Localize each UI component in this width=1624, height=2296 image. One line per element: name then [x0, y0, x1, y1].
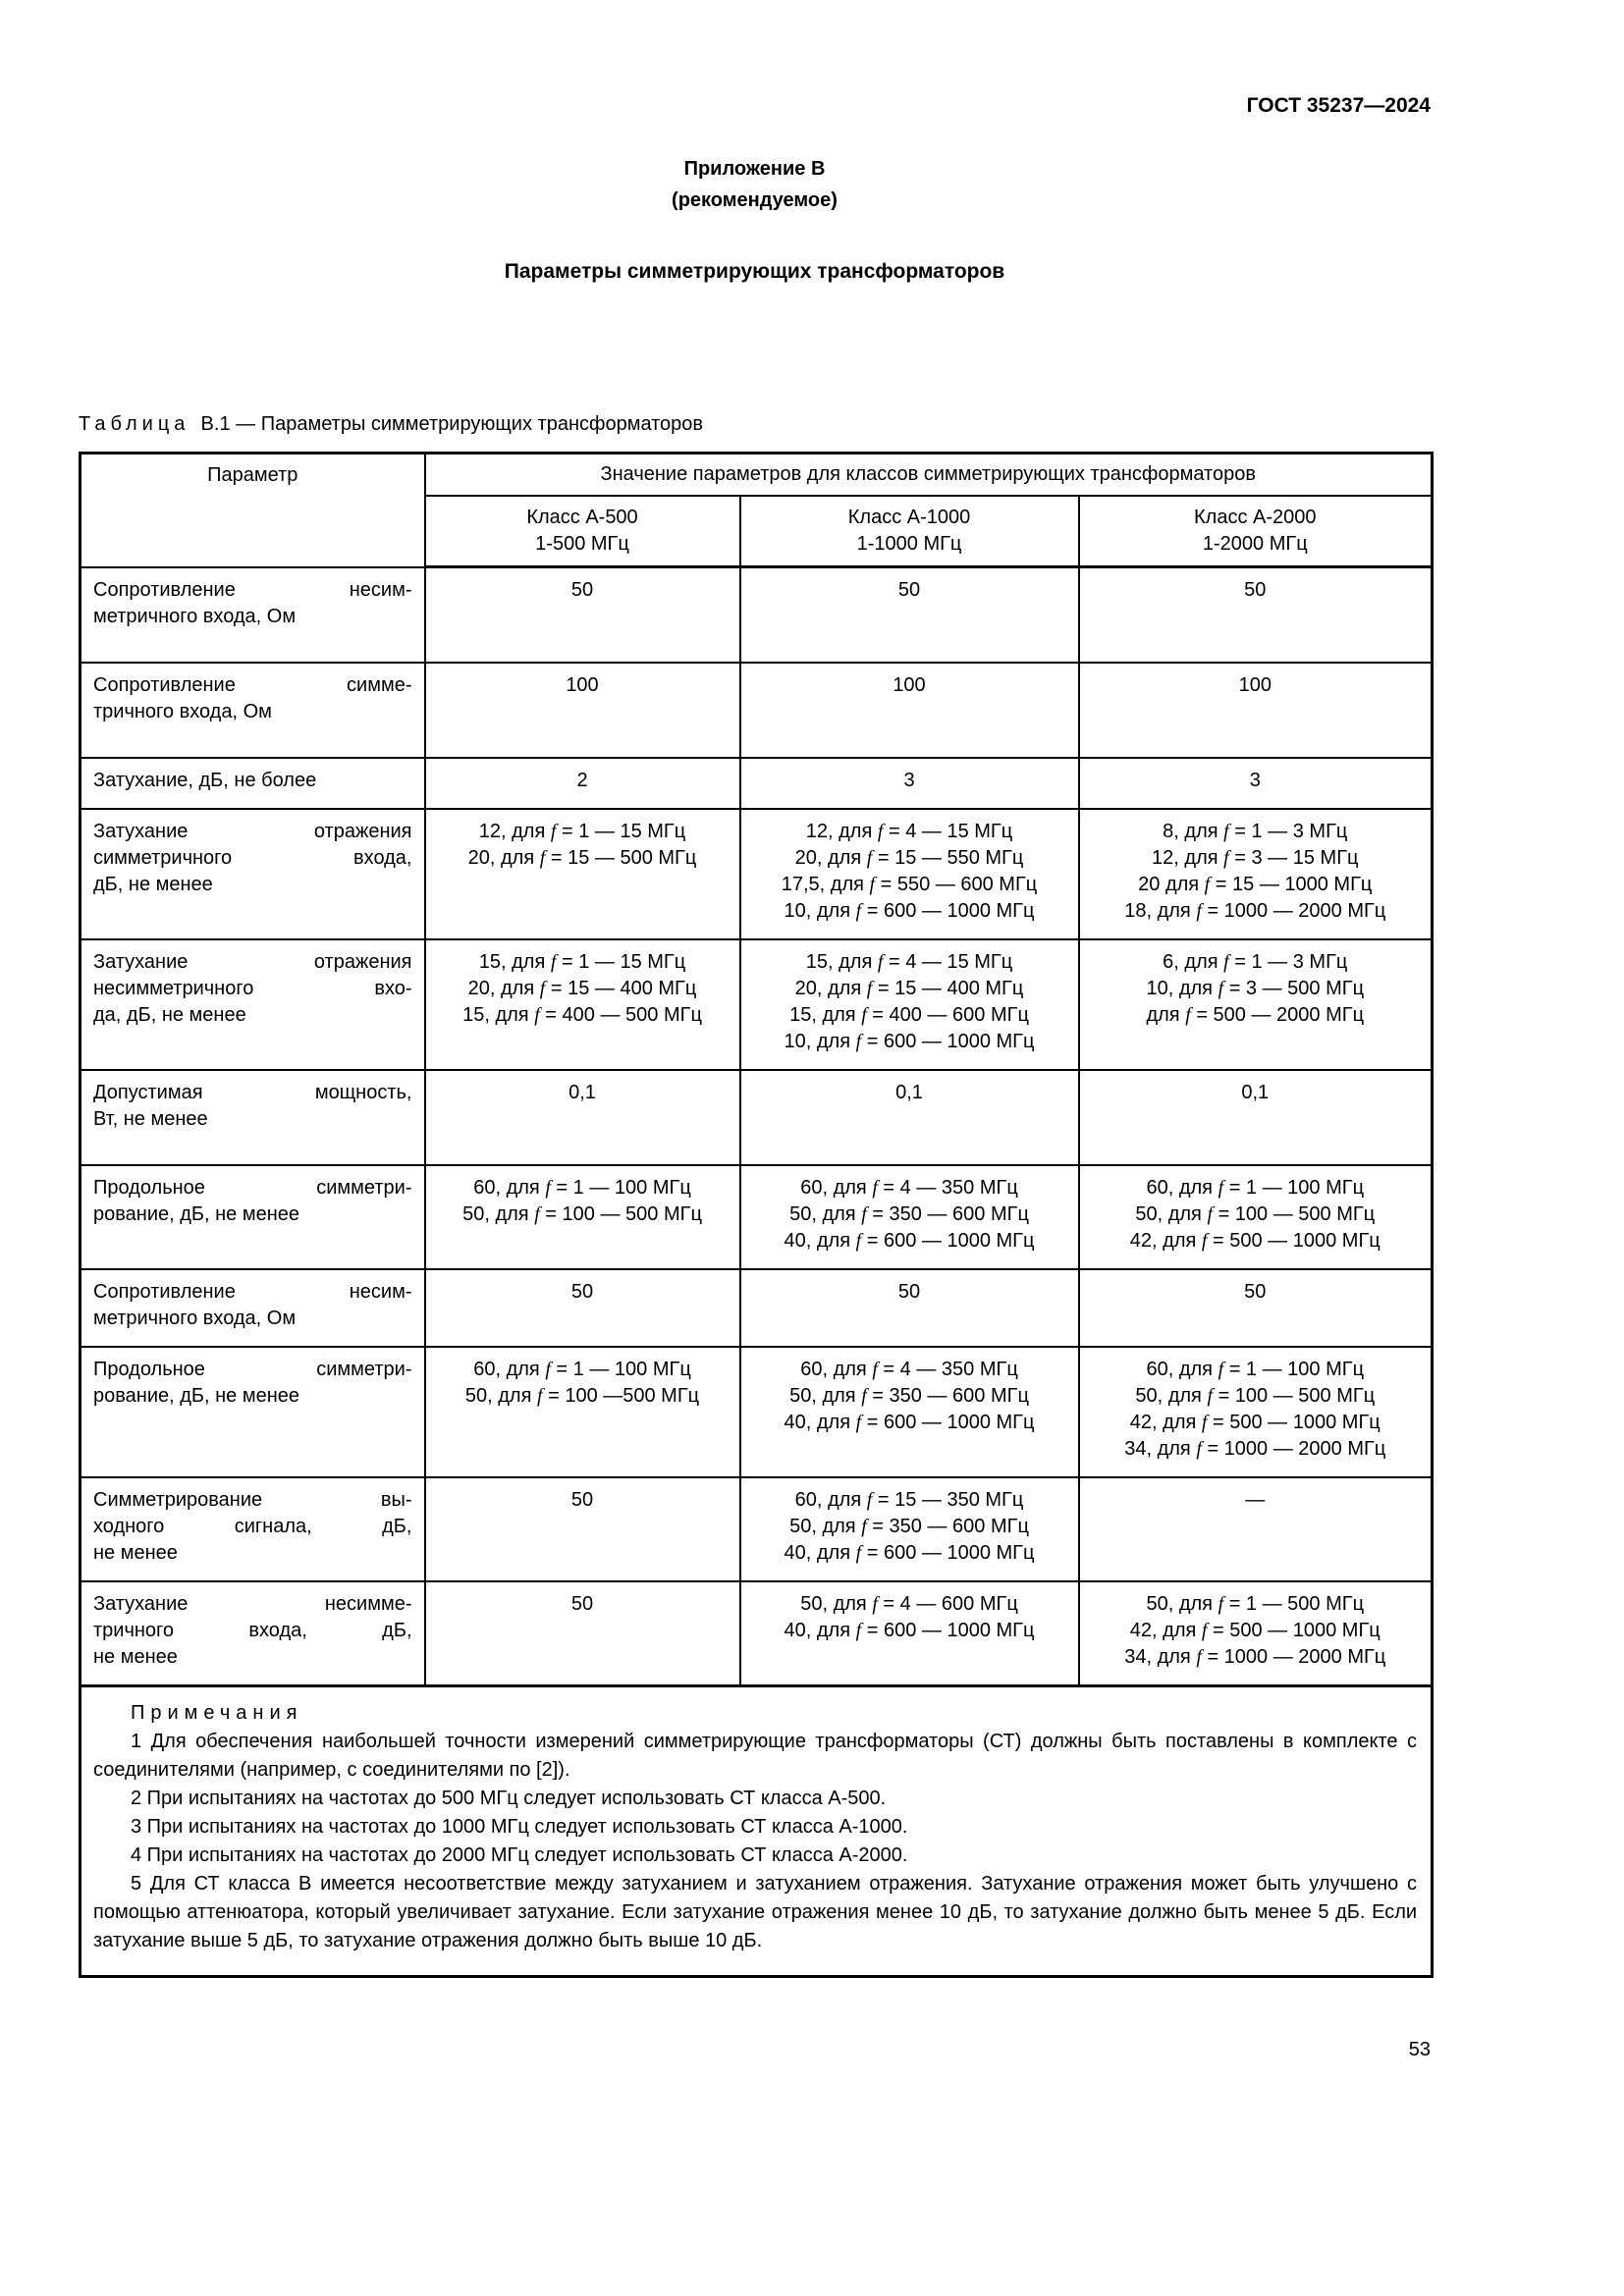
value-line: 50, для f = 350 — 600 МГц	[789, 1384, 1029, 1407]
param-line: симметричного входа,	[93, 846, 412, 869]
value-cell	[1079, 1269, 1433, 1347]
table-caption-label: Таблица	[79, 413, 190, 435]
param-cell	[81, 1581, 425, 1686]
param-line: Симметрирование вы-	[93, 1488, 412, 1511]
param-cell	[81, 663, 425, 758]
param-line: Продольное симметри-	[93, 1176, 412, 1199]
param-cell	[81, 1477, 425, 1581]
table-row	[81, 1347, 1433, 1477]
param-line: Затухание отражения	[93, 950, 412, 973]
value-cell	[425, 1477, 740, 1581]
value-line: 50	[897, 579, 921, 601]
value-cell	[425, 1347, 740, 1477]
value-line: 0,1	[1241, 1081, 1270, 1103]
table-row	[81, 1070, 1433, 1165]
value-line: 20, для f = 15 — 550 МГц	[794, 846, 1024, 869]
param-cell	[81, 1070, 425, 1165]
value-cell	[425, 939, 740, 1070]
value-cell	[425, 1070, 740, 1165]
value-cell	[425, 1581, 740, 1686]
value-line: 34, для f = 1000 — 2000 МГц	[1124, 1645, 1386, 1668]
table-row	[81, 567, 1433, 663]
class-a1000-range: 1-1000 МГц	[856, 533, 962, 555]
value-cell	[740, 1581, 1079, 1686]
param-cell	[81, 939, 425, 1070]
param-line: ходного сигнала, дБ,	[93, 1515, 412, 1537]
value-line: 20, для f = 15 — 400 МГц	[794, 977, 1024, 999]
param-line: рование, дБ, не менее	[93, 1384, 300, 1407]
value-cell	[425, 1269, 740, 1347]
value-line: 3	[903, 769, 915, 791]
value-line: 50, для f = 100 — 500 МГц	[1135, 1384, 1376, 1407]
group-header: Значение параметров для классов симметрирующих трансформаторов	[425, 454, 1433, 497]
value-line: 50, для f = 350 — 600 МГц	[789, 1202, 1029, 1225]
value-cell	[740, 1165, 1079, 1269]
note-item: 5 Для СТ класса В имеется несоответствие между затуханием и затуханием отражения. Затухание отражения может быть улучшено с помощью аттенюатора, который увеличивает затухание. Если затухание отражения менее 10 дБ, то затухание должно быть менее 5 дБ. Если затухание выше 5 дБ, то затухание отражения должно быть выше 10 дБ.	[93, 1872, 1418, 1951]
value-line: 20 для f = 15 — 1000 МГц	[1138, 873, 1373, 895]
table-caption-number: В.1	[200, 413, 231, 435]
param-line: Допустимая мощность,	[93, 1081, 412, 1103]
value-line: 10, для f = 600 — 1000 МГц	[784, 1030, 1035, 1052]
value-cell	[740, 1477, 1079, 1581]
notes-title: Примечания	[131, 1701, 303, 1724]
value-line: 20, для f = 15 — 400 МГц	[467, 977, 697, 999]
value-cell	[425, 663, 740, 758]
note-item: 2 При испытаниях на частотах до 500 МГц следует использовать СТ класса А-500.	[131, 1787, 887, 1809]
param-line: дБ, не менее	[93, 873, 213, 895]
value-line: 42, для f = 500 — 1000 МГц	[1129, 1619, 1380, 1641]
param-line: Сопротивление несим-	[93, 1280, 412, 1303]
table-caption-text: Параметры симметрирующих трансформаторов	[260, 413, 704, 435]
value-line: 3	[1249, 769, 1261, 791]
value-line: 50	[1244, 579, 1267, 601]
table-row	[81, 809, 1433, 939]
value-line: 60, для f = 4 — 350 МГц	[800, 1176, 1018, 1199]
param-column-header: Параметр	[81, 454, 425, 567]
param-cell	[81, 758, 425, 809]
value-cell	[1079, 1165, 1433, 1269]
param-line: да, дБ, не менее	[93, 1003, 246, 1026]
value-cell	[740, 1070, 1079, 1165]
value-line: 100	[893, 673, 926, 696]
group-header-row	[81, 454, 1433, 497]
value-line: 40, для f = 600 — 1000 МГц	[784, 1619, 1035, 1641]
value-line: 15, для f = 4 — 15 МГц	[805, 950, 1013, 973]
class-a1000-header	[740, 496, 1079, 567]
value-line: 50, для f = 1 — 500 МГц	[1146, 1592, 1365, 1615]
value-line: 15, для f = 400 — 600 МГц	[789, 1003, 1029, 1026]
value-line: 17,5, для f = 550 — 600 МГц	[781, 873, 1038, 895]
param-line: тричного входа, Ом	[93, 700, 272, 722]
value-cell	[1079, 1347, 1433, 1477]
class-a500-range: 1-500 МГц	[535, 533, 629, 555]
notes-cell	[81, 1685, 1433, 1976]
table-row	[81, 1477, 1433, 1581]
value-line: 0,1	[568, 1081, 596, 1103]
appendix-subtitle: (рекомендуемое)	[672, 189, 838, 211]
note-item: 1 Для обеспечения наибольшей точности измерений симметрирующие трансформаторы (СТ) должны быть поставлены в комплекте с соединителями (например, с соединителями по [2]).	[93, 1730, 1418, 1781]
param-line: несимметричного вхо-	[93, 977, 412, 999]
param-line: Продольное симметри-	[93, 1358, 412, 1380]
value-cell	[740, 758, 1079, 809]
class-a1000-name: Класс А-1000	[847, 507, 971, 528]
value-line: 15, для f = 1 — 15 МГц	[478, 950, 686, 973]
value-line: 100	[566, 673, 599, 696]
value-cell	[425, 758, 740, 809]
table-row	[81, 663, 1433, 758]
table-row	[81, 1581, 1433, 1686]
value-line: 50	[570, 1280, 594, 1303]
appendix-title: Приложение В	[683, 158, 826, 180]
value-line: 50	[570, 1488, 594, 1511]
table-body	[81, 567, 1433, 1977]
param-line: Сопротивление несим-	[93, 578, 412, 601]
section-title: Параметры симметрирующих трансформаторов	[504, 260, 1005, 283]
value-line: 12, для f = 1 — 15 МГц	[478, 820, 686, 842]
value-line: 50	[570, 579, 594, 601]
value-line: 2	[576, 769, 588, 791]
value-line: 40, для f = 600 — 1000 МГц	[784, 1541, 1035, 1564]
value-cell	[1079, 567, 1433, 663]
class-a500-name: Класс А-500	[526, 507, 638, 528]
value-line: 8, для f = 1 — 3 МГц	[1163, 820, 1348, 842]
value-line: 60, для f = 1 — 100 МГц	[473, 1176, 691, 1199]
table-caption-dash: —	[236, 413, 256, 435]
value-line: 12, для f = 4 — 15 МГц	[805, 820, 1013, 842]
param-cell	[81, 1165, 425, 1269]
value-line: 18, для f = 1000 — 2000 МГц	[1124, 899, 1386, 922]
value-cell	[1079, 1581, 1433, 1686]
table-row	[81, 1269, 1433, 1347]
value-line: 0,1	[895, 1081, 923, 1103]
value-line: 50, для f = 100 — 500 МГц	[1135, 1202, 1376, 1225]
table-row	[81, 1165, 1433, 1269]
class-a2000-header	[1079, 496, 1433, 567]
param-line: рование, дБ, не менее	[93, 1202, 300, 1225]
value-line: 60, для f = 1 — 100 МГц	[1146, 1358, 1365, 1380]
value-cell	[740, 1269, 1079, 1347]
page-number: 53	[1408, 2038, 1431, 2060]
param-line: тричного входа, дБ,	[93, 1619, 412, 1641]
param-cell	[81, 1347, 425, 1477]
table-row	[81, 758, 1433, 809]
table-caption	[79, 411, 1431, 438]
value-cell	[1079, 1070, 1433, 1165]
value-line: 60, для f = 15 — 350 МГц	[794, 1488, 1024, 1511]
table-row	[81, 939, 1433, 1070]
value-cell	[1079, 809, 1433, 939]
value-line: 50	[1244, 1280, 1267, 1303]
value-cell	[1079, 663, 1433, 758]
value-line: 50, для f = 100 —500 МГц	[464, 1384, 700, 1407]
class-a500-header	[425, 496, 740, 567]
value-cell	[740, 939, 1079, 1070]
value-line: 50, для f = 350 — 600 МГц	[789, 1515, 1029, 1537]
value-line: 34, для f = 1000 — 2000 МГц	[1124, 1437, 1386, 1460]
param-line: метричного входа, Ом	[93, 605, 297, 627]
param-line: Сопротивление симме-	[93, 673, 412, 696]
value-line: 60, для f = 1 — 100 МГц	[1146, 1176, 1365, 1199]
param-line: Затухание несимме-	[93, 1592, 412, 1615]
value-line: 20, для f = 15 — 500 МГц	[467, 846, 697, 869]
value-cell	[740, 1347, 1079, 1477]
value-line: 10, для f = 600 — 1000 МГц	[784, 899, 1035, 922]
value-cell	[740, 663, 1079, 758]
value-line: 50	[570, 1592, 594, 1615]
value-line: 40, для f = 600 — 1000 МГц	[784, 1411, 1035, 1433]
value-line: 12, для f = 3 — 15 МГц	[1152, 846, 1359, 869]
parameters-table	[79, 452, 1434, 1978]
value-line: 40, для f = 600 — 1000 МГц	[784, 1229, 1035, 1252]
class-a2000-range: 1-2000 МГц	[1202, 533, 1308, 555]
param-line: не менее	[93, 1645, 178, 1668]
value-cell	[425, 567, 740, 663]
value-cell	[1079, 758, 1433, 809]
doc-code: ГОСТ 35237—2024	[1246, 94, 1431, 117]
param-cell	[81, 567, 425, 663]
param-line: не менее	[93, 1541, 178, 1564]
value-line: для f = 500 — 2000 МГц	[1146, 1003, 1365, 1026]
param-cell	[81, 1269, 425, 1347]
note-item: 3 При испытаниях на частотах до 1000 МГц следует использовать СТ класса А-1000.	[131, 1815, 908, 1838]
class-a2000-name: Класс А-2000	[1194, 507, 1317, 528]
param-line: Затухание отражения	[93, 820, 412, 842]
value-line: 60, для f = 1 — 100 МГц	[473, 1358, 691, 1380]
value-line: 42, для f = 500 — 1000 МГц	[1129, 1411, 1380, 1433]
value-line: 15, для f = 400 — 500 МГц	[462, 1003, 702, 1026]
param-line: метричного входа, Ом	[93, 1307, 297, 1329]
value-line: 50	[897, 1280, 921, 1303]
value-cell	[1079, 939, 1433, 1070]
value-line: 6, для f = 1 — 3 МГц	[1163, 950, 1348, 973]
value-line: 60, для f = 4 — 350 МГц	[800, 1358, 1018, 1380]
value-cell	[425, 1165, 740, 1269]
value-cell	[425, 809, 740, 939]
param-line: Вт, не менее	[93, 1107, 208, 1130]
value-line: 50, для f = 100 — 500 МГц	[462, 1202, 702, 1225]
value-cell	[740, 567, 1079, 663]
value-line: 10, для f = 3 — 500 МГц	[1146, 977, 1365, 999]
value-line: 100	[1238, 673, 1272, 696]
value-line: —	[1245, 1488, 1266, 1511]
param-line: Затухание, дБ, не более	[93, 769, 317, 791]
note-item: 4 При испытаниях на частотах до 2000 МГц следует использовать СТ класса А-2000.	[131, 1843, 908, 1866]
table-header	[81, 454, 1433, 567]
value-line: 50, для f = 4 — 600 МГц	[800, 1592, 1018, 1615]
param-cell	[81, 809, 425, 939]
notes-row	[81, 1685, 1433, 1976]
value-cell	[740, 809, 1079, 939]
value-cell	[1079, 1477, 1433, 1581]
value-line: 42, для f = 500 — 1000 МГц	[1129, 1229, 1380, 1252]
